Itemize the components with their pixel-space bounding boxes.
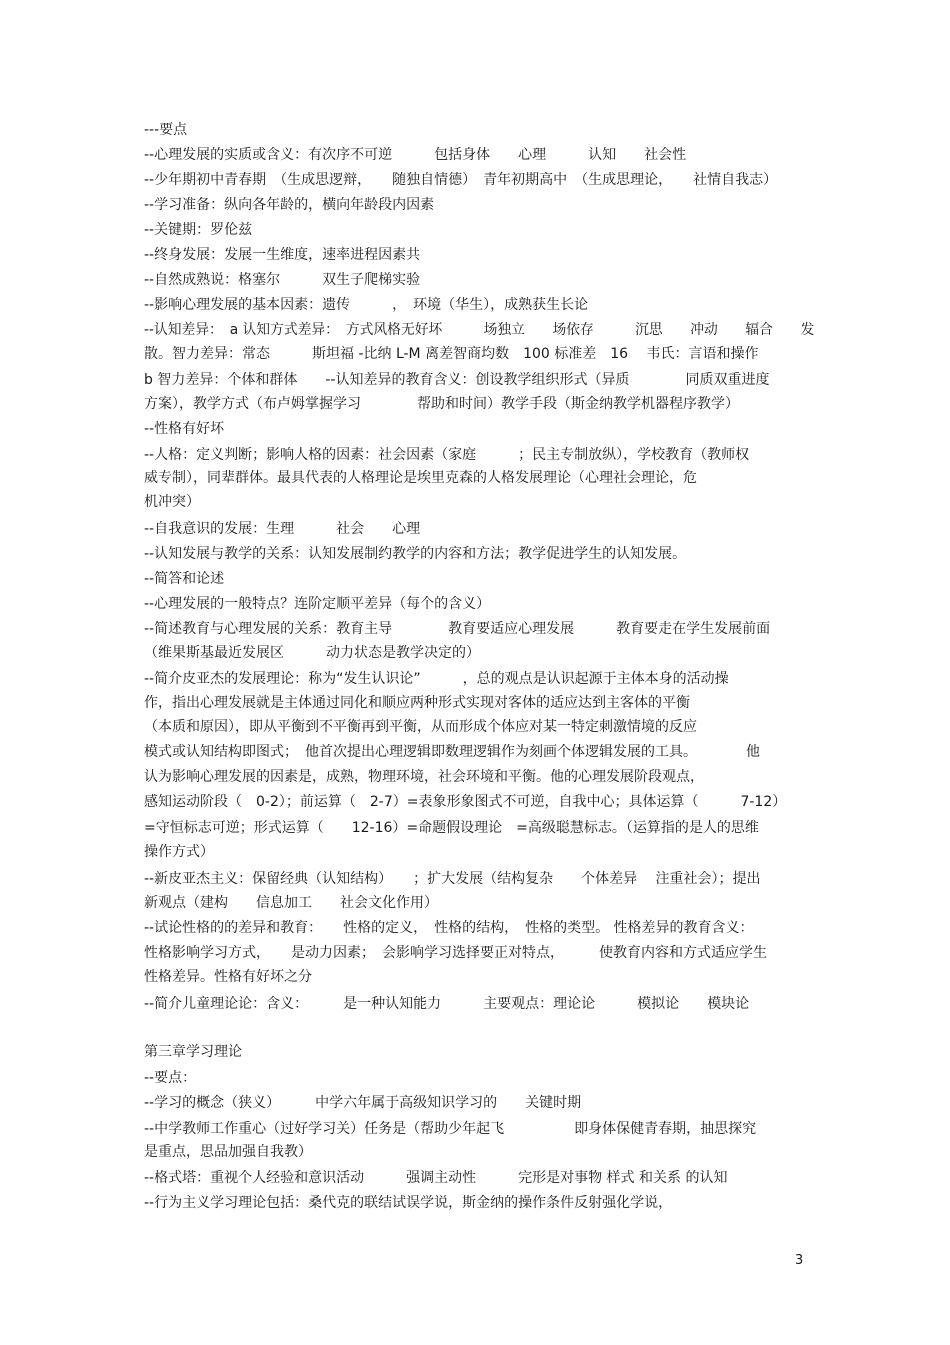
text-line: 模式或认知结构即图式； 他首次提出心理逻辑即数理逻辑作为刻画个体逻辑发展的工具。 他 (144, 744, 760, 760)
text-line: --格式塔：重视个人经验和意识活动 强调主动性 完形是对事物 样式 和关系 的认知 (144, 1170, 728, 1186)
text-line: 性格差异。性格有好坏之分 (144, 969, 312, 985)
text-line: 方案），教学方式（布卢姆掌握学习 帮助和时间）教学手段（斯金纳教学机器程序教学） (144, 396, 739, 412)
section-heading-short-answer: --简答和论述 (144, 571, 225, 587)
text-line: 机冲突） (144, 494, 200, 510)
text-line: --认知发展与教学的关系：认知发展制约教学的内容和方法；教学促进学生的认知发展。 (144, 546, 687, 562)
text-line: 新观点（建构 信息加工 社会文化作用） (144, 895, 438, 911)
chapter-heading: 第三章学习理论 (144, 1044, 242, 1060)
text-line: --终身发展：发展一生维度，速率进程因素共 (144, 247, 421, 263)
text-line: （维果斯基最近发展区 动力状态是教学决定的） (144, 645, 480, 661)
text-line: 散。智力差异：常态 斯坦福 -比纳 L-M 离差智商均数 100 标准差 16 韦氏：言语和操作 (144, 346, 759, 362)
text-line: --简介皮亚杰的发展理论：称为“发生认识论” ，总的观点是认识起源于主体本身的活动操 (144, 671, 729, 687)
text-line: --行为主义学习理论包括：桑代克的联结试误学说，斯金纳的操作条件反射强化学说， (144, 1195, 673, 1211)
section-heading-key-points: --要点： (144, 1070, 197, 1086)
text-line: 认为影响心理发展的因素是，成熟，物理环境，社会环境和平衡。他的心理发展阶段观点， (144, 769, 704, 785)
text-line: b 智力差异：个体和群体 --认知差异的教育含义：创设教学组织形式（异质 同质双重进度 (144, 372, 770, 388)
text-line: --学习的概念（狭义） 中学六年属于高级知识学习的 关键时期 (144, 1095, 582, 1111)
text-line: 性格影响学习方式， 是动力因素； 会影响学习选择要正对特点， 使教育内容和方式适应学生 (144, 945, 767, 961)
text-line: 感知运动阶段（ 0-2）；前运算（ 2-7）=表象形象图式不可逆，自我中心；具体运算（ 7-12） (144, 794, 787, 810)
page-number: 3 (795, 1253, 804, 1268)
text-line: 作，指出心理发展就是主体通过同化和顺应两种形式实现对客体的适应达到主客体的平衡 (144, 695, 690, 711)
text-line: --认知差异： a 认知方式差异： 方式风格无好坏 场独立 场依存 沉思 冲动 辐合 发 (144, 322, 815, 338)
text-line: --新皮亚杰主义：保留经典（认知结构） ；扩大发展（结构复杂 个体差异 注重社会）；提出 (144, 871, 761, 887)
text-line: --学习准备：纵向各年龄的，横向年龄段内因素 (144, 197, 435, 213)
text-line: --影响心理发展的基本因素：遗传 ， 环境（华生），成熟获生长论 (144, 297, 589, 313)
text-line: 威专制），同辈群体。最具代表的人格理论是埃里克森的人格发展理论（心理社会理论，危 (144, 470, 697, 486)
text-line: =守恒标志可逆；形式运算（ 12-16）=命题假设理论 =高级聪慧标志。（运算指的是人的思维 (144, 820, 759, 836)
text-line: --人格：定义判断；影响人格的因素：社会因素（家庭 ；民主专制放纵），学校教育（教师权 (144, 447, 750, 463)
text-line: （本质和原因），即从平衡到不平衡再到平衡，从而形成个体应对某一特定刺激情境的反应 (144, 719, 697, 735)
text-line: --心理发展的实质或含义：有次序不可逆 包括身体 心理 认知 社会性 (144, 147, 687, 163)
text-line: --简介儿童理论论：含义： 是一种认知能力 主要观点：理论论 模拟论 模块论 (144, 996, 750, 1012)
text-line: --中学教师工作重心（过好学习关）任务是（帮助少年起飞 即身体保健青春期，抽思探究 (144, 1121, 757, 1137)
text-line: 操作方式） (144, 844, 214, 860)
text-line: --自然成熟说：格塞尔 双生子爬梯实验 (144, 272, 421, 288)
section-heading-key-points: ---要点 (144, 122, 188, 138)
text-line: --心理发展的一般特点？连阶定顺平差异（每个的含义） (144, 596, 491, 612)
text-line: 是重点，思品加强自我教） (144, 1144, 312, 1160)
text-line: --性格有好坏 (144, 421, 225, 437)
text-line: --自我意识的发展：生理 社会 心理 (144, 521, 421, 537)
text-line: --关键期：罗伦兹 (144, 222, 253, 238)
text-line: --试论性格的的差异和教育： 性格的定义， 性格的结构， 性格的类型。 性格差异的教育含义： (144, 920, 754, 936)
text-line: --简述教育与心理发展的关系：教育主导 教育要适应心理发展 教育要走在学生发展前面 (144, 621, 771, 637)
text-line: --少年期初中青春期 （生成思逻辩， 随独自情德） 青年初期高中 （生成思理论， 社情自我志） (144, 172, 778, 188)
